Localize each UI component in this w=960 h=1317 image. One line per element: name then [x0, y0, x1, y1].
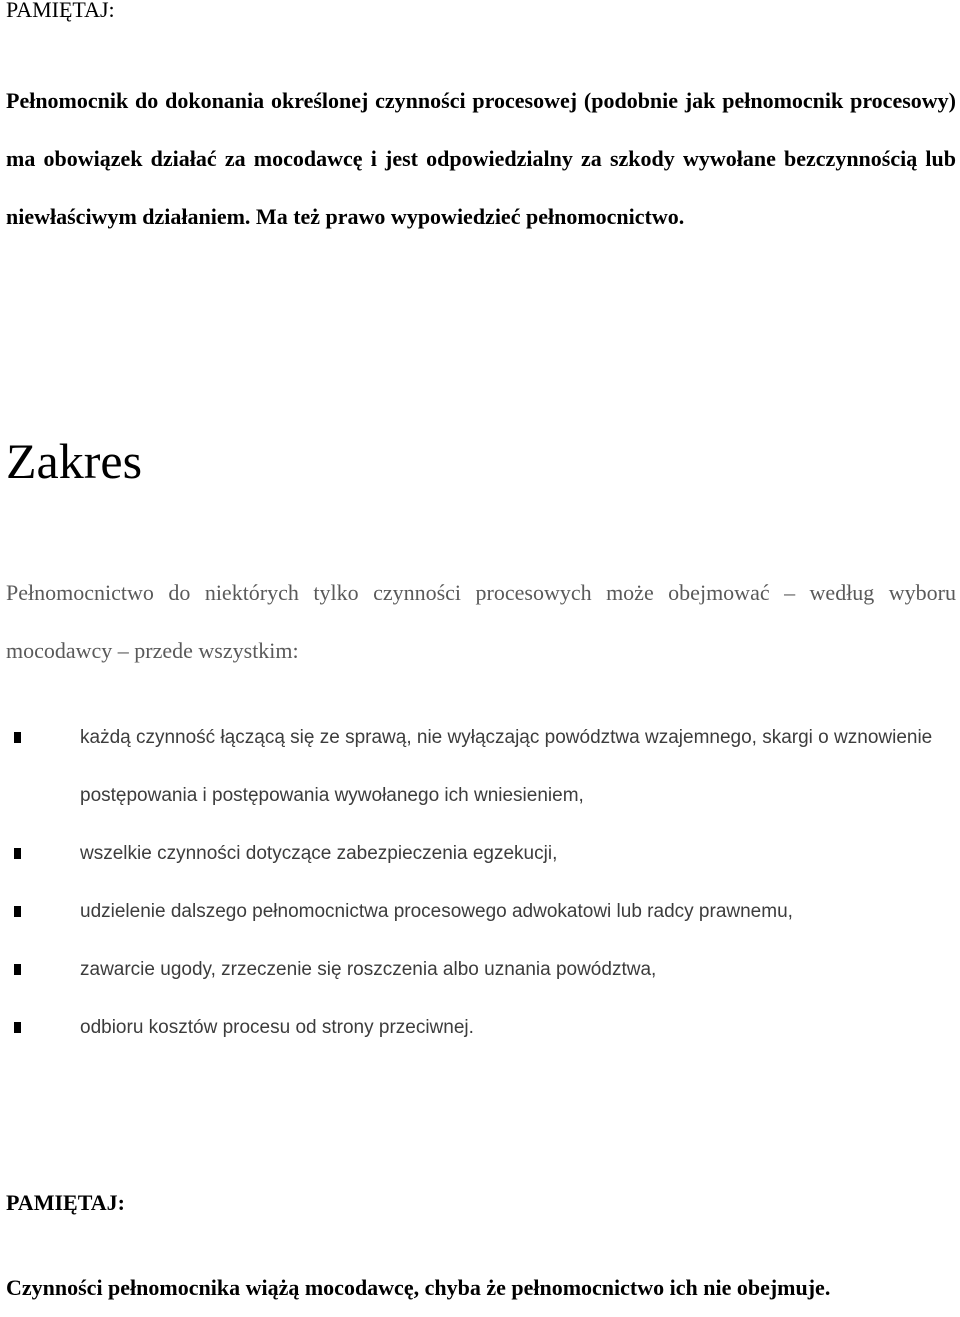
square-bullet-icon: [14, 964, 21, 975]
scope-list: [6, 709, 956, 1057]
intro-paragraph: Pełnomocnictwo do niektórych tylko czynności procesowych może obejmować – według wyboru mocodawcy – przede wszystkim:: [6, 580, 956, 663]
list-item: [6, 999, 956, 1057]
list-item: [6, 883, 956, 941]
list-item-text: odbioru kosztów procesu od strony przeciwnej.: [80, 1017, 474, 1038]
note-paragraph: Pełnomocnik do dokonania określonej czynności procesowej (podobnie jak pełnomocnik procesowy) ma obowiązek działać za mocodawcę i jest odpowiedzialny za szkody wywołane bezczynnością lub niewłaściwym działaniem. Ma też prawo wypowiedzieć pełnomocnictwo.: [6, 88, 956, 229]
note2-heading: PAMIĘTAJ:: [6, 1190, 125, 1215]
list-item: [6, 941, 956, 999]
note2-paragraph: Czynności pełnomocnika wiążą mocodawcę, chyba że pełnomocnictwo ich nie obejmuje.: [6, 1275, 831, 1300]
section-title: Zakres: [6, 433, 143, 489]
list-item-text: udzielenie dalszego pełnomocnictwa procesowego adwokatowi lub radcy prawnemu,: [80, 901, 793, 922]
square-bullet-icon: [14, 848, 21, 859]
square-bullet-icon: [14, 732, 21, 743]
list-item: [6, 709, 956, 825]
list-item-text: wszelkie czynności dotyczące zabezpieczenia egzekucji,: [80, 843, 558, 864]
list-item: [6, 825, 956, 883]
list-item-text: każdą czynność łączącą się ze sprawą, nie wyłączając powództwa wzajemnego, skargi o wznowienie postępowania i postępowania wywołanego ich wniesieniem,: [80, 727, 933, 806]
list-item-text: zawarcie ugody, zrzeczenie się roszczenia albo uznania powództwa,: [80, 959, 657, 980]
square-bullet-icon: [14, 906, 21, 917]
square-bullet-icon: [14, 1022, 21, 1033]
note-heading: PAMIĘTAJ:: [6, 0, 115, 22]
